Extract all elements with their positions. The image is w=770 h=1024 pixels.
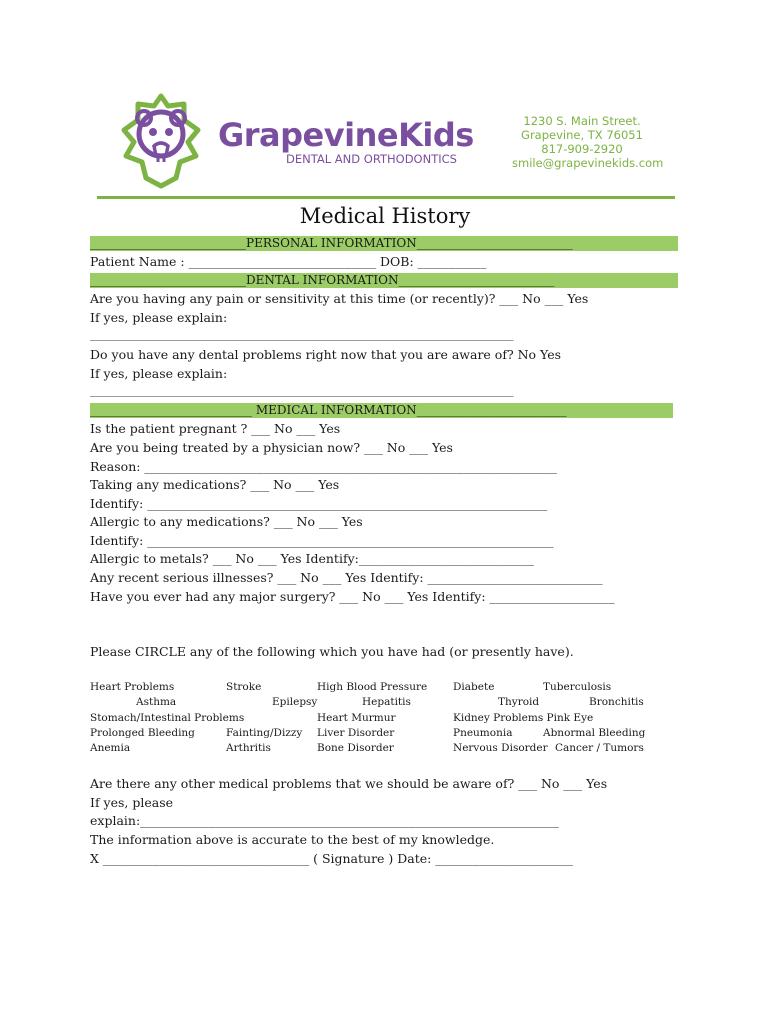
brand-name-kids: Kids — [398, 116, 474, 154]
condition-high-blood-pressure[interactable]: High Blood Pressure — [317, 681, 428, 693]
condition-hepatitis[interactable]: Hepatitis — [362, 696, 411, 708]
pregnant-question[interactable]: Is the patient pregnant ? ___ No ___ Yes — [90, 421, 341, 436]
condition-heart-murmur[interactable]: Heart Murmur — [317, 712, 396, 724]
condition-diabetes[interactable]: Diabete — [453, 681, 495, 693]
patient-name-dob-line[interactable]: Patient Name : ______________________________ DOB: ___________ — [90, 254, 487, 269]
condition-kidney-pink-eye[interactable]: Kidney Problems Pink Eye — [453, 712, 594, 724]
condition-stomach-intestinal[interactable]: Stomach/Intestinal Problems — [90, 712, 245, 724]
condition-fainting-dizzy[interactable]: Fainting/Dizzy — [226, 727, 303, 739]
allergic-medications-question[interactable]: Allergic to any medications? ___ No ___ Yes — [90, 514, 363, 529]
contact-city: Grapevine, TX 76051 — [521, 128, 643, 142]
brand-tagline: DENTAL AND ORTHODONTICS — [286, 152, 457, 166]
allergic-identify-field[interactable]: Identify: _________________________________________________________________ — [90, 533, 554, 548]
accuracy-statement: The information above is accurate to the best of my knowledge. — [90, 832, 495, 847]
lion-leaf-logo-icon — [118, 92, 204, 190]
other-explain-label: If yes, please — [90, 795, 174, 810]
condition-prolonged-bleeding[interactable]: Prolonged Bleeding — [90, 727, 195, 739]
circle-instructions: Please CIRCLE any of the following which you have had (or presently have). — [90, 644, 574, 659]
dental-problems-question[interactable]: Do you have any dental problems right now that you are aware of? No Yes — [90, 347, 562, 362]
condition-heart-problems[interactable]: Heart Problems — [90, 681, 175, 693]
condition-bone-disorder[interactable]: Bone Disorder — [317, 742, 394, 754]
contact-block — [512, 114, 664, 170]
pain-question[interactable]: Are you having any pain or sensitivity at this time (or recently)? ___ No ___ Yes — [90, 291, 589, 306]
page-title: Medical History — [299, 204, 471, 228]
condition-arthritis[interactable]: Arthritis — [226, 742, 271, 754]
condition-tuberculosis[interactable]: Tuberculosis — [543, 681, 612, 693]
pain-explain-label: If yes, please explain: — [90, 310, 228, 325]
illnesses-question[interactable]: Any recent serious illnesses? ___ No ___ Yes Identify: ____________________________ — [90, 570, 603, 585]
signature-date-line[interactable]: X _________________________________ ( Signature ) Date: ______________________ — [90, 851, 573, 866]
medications-identify-field[interactable]: Identify: ________________________________________________________________ — [90, 496, 548, 511]
other-problems-question[interactable]: Are there any other medical problems that we should be aware of? ___ No ___ Yes — [90, 776, 608, 791]
section-bar-dental: __________________________DENTAL INFORMATION__________________________ — [90, 273, 678, 288]
dental-problems-explain-label: If yes, please explain: — [90, 366, 228, 381]
metals-question[interactable]: Allergic to metals? ___ No ___ Yes Identify:____________________________ — [90, 551, 534, 566]
physician-question[interactable]: Are you being treated by a physician now? ___ No ___ Yes — [90, 440, 453, 455]
surgery-question[interactable]: Have you ever had any major surgery? ___ No ___ Yes Identify: ____________________ — [90, 589, 615, 604]
contact-email[interactable]: smile@grapevinekids.com — [512, 156, 664, 170]
contact-phone: 817-909-2920 — [541, 142, 623, 156]
contact-address: 1230 S. Main Street. — [523, 114, 641, 128]
dental-problems-explain-blank[interactable]: _____________________________________________________________________________ — [90, 384, 514, 397]
brand-name — [218, 116, 474, 154]
condition-epilepsy[interactable]: Epilepsy — [272, 696, 318, 708]
condition-nervous-disorder[interactable]: Nervous Disorder — [453, 742, 548, 754]
medications-question[interactable]: Taking any medications? ___ No ___ Yes — [90, 477, 340, 492]
condition-pneumonia[interactable]: Pneumonia — [453, 727, 513, 739]
condition-asthma[interactable]: Asthma — [136, 696, 177, 708]
section-bar-personal: __________________________PERSONAL INFORMATION__________________________ — [90, 236, 678, 251]
pain-explain-blank[interactable]: _____________________________________________________________________________ — [90, 328, 514, 341]
condition-cancer-tumors[interactable]: Cancer / Tumors — [555, 742, 644, 754]
condition-bronchitis[interactable]: Bronchitis — [589, 696, 644, 708]
section-bar-medical: ___________________________ MEDICAL INFORMATION_________________________ — [90, 403, 673, 418]
header-divider — [97, 196, 675, 199]
condition-thyroid[interactable]: Thyroid — [498, 696, 540, 708]
reason-field[interactable]: Reason: __________________________________________________________________ — [90, 459, 557, 474]
condition-anemia[interactable]: Anemia — [90, 742, 131, 754]
brand-name-grapevine: Grapevine — [218, 116, 399, 154]
condition-liver-disorder[interactable]: Liver Disorder — [317, 727, 395, 739]
other-explain-field[interactable]: explain:___________________________________________________________________ — [90, 813, 559, 828]
condition-stroke[interactable]: Stroke — [226, 681, 262, 693]
condition-abnormal-bleeding[interactable]: Abnormal Bleeding — [543, 727, 646, 739]
